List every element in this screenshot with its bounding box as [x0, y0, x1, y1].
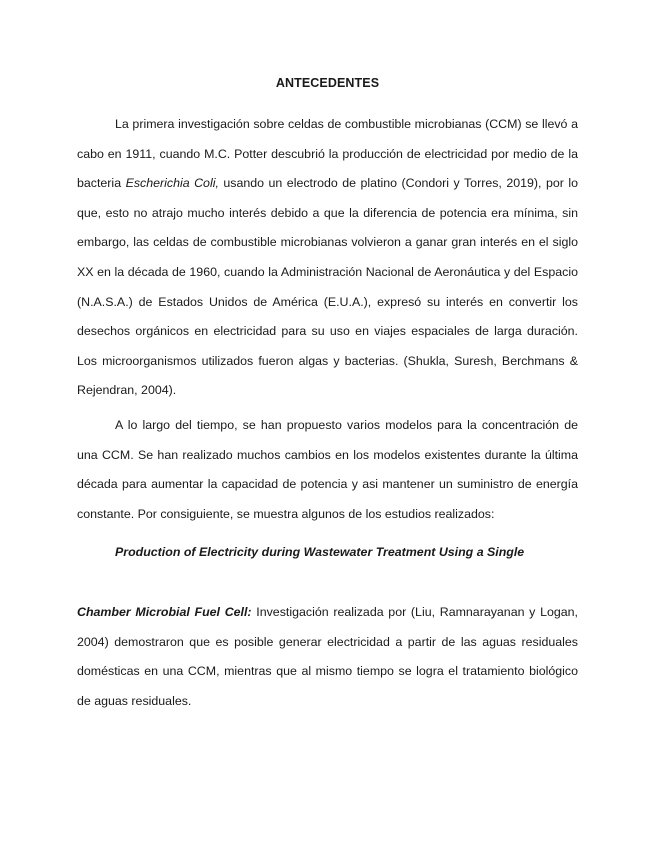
- paragraph-study: [77, 598, 578, 716]
- paragraph-history-text-1: La primera investigación sobre celdas de combustible microbianas (CCM) se llevó a cabo en 1911, cuando M.C. Potter descubrió la producción de electricidad por medio de la bacteria: [77, 117, 578, 191]
- paragraph-history: [77, 110, 578, 406]
- species-name: Escherichia Coli,: [125, 176, 219, 191]
- paragraph-history-text-2: usando un electrodo de platino (Condori y Torres, 2019), por lo que, esto no atrajo mucho interés debido a que la diferencia de potencia era mínima, sin embargo, las celdas de combustible microbianas volvieron a ganar gran interés en el siglo XX en la década de 1960, cuando la Administración Nacional de Aeronáutica y del Espacio (N.A.S.A.) de Estados Unidos de América (E.U.A.), expresó su interés en convertir los desechos orgánicos en electricidad para su uso en viajes espaciales de larga duración. Los microorganismos utilizados fueron algas y bacterias. (Shukla, Suresh, Berchmans & Rejendran, 2004).: [77, 176, 579, 398]
- study-title-text-2: Chamber Microbial Fuel Cell:: [77, 605, 252, 619]
- study-title-text-1: Production of Electricity during Wastewater Treatment Using a Single: [115, 545, 525, 559]
- page-title: ANTECEDENTES: [275, 76, 380, 90]
- paragraph-models: A lo largo del tiempo, se han propuesto varios modelos para la concentración de una CCM. Se han realizado muchos cambios en los modelos existentes durante la última década para aumentar la capacidad de potencia y asi mantener un suministro de energía constante. Por consiguiente, se muestra algunos de los estudios realizados:: [77, 418, 578, 521]
- study-body-text: Investigación realizada por (Liu, Ramnarayanan y Logan, 2004) demostraron que es posible generar electricidad a partir de las aguas residuales domésticas en una CCM, mientras que al mismo tiempo se logra el tratamiento biológico de aguas residuales.: [77, 605, 578, 708]
- study-title-line-1: [77, 538, 578, 568]
